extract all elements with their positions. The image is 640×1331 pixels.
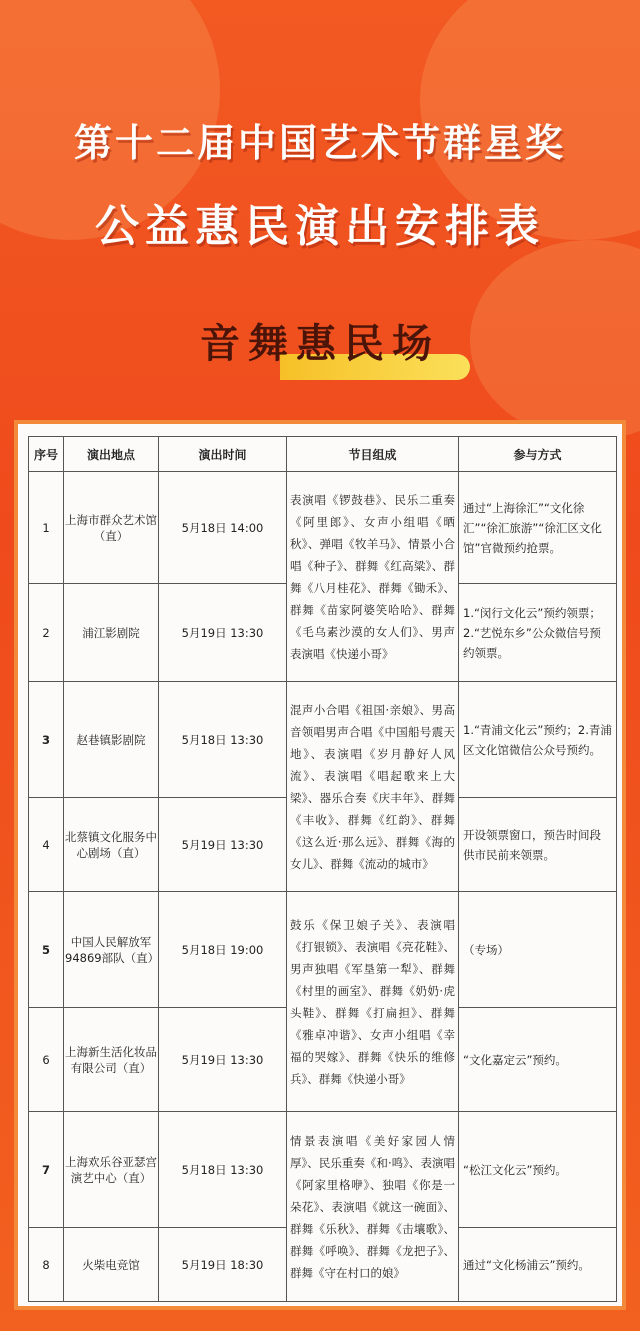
row-time: 5月19日 13:30 — [159, 798, 287, 892]
table-row — [29, 472, 617, 584]
row-participation: “松江文化云”预约。 — [459, 1112, 617, 1228]
row-program: 鼓乐《保卫娘子关》、表演唱《打银锁》、表演唱《亮花鞋》、男声独唱《军垦第一犁》、群舞《村里的画室》、群舞《奶奶·虎头鞋》、群舞《打扁担》、群舞《雅卓冲谐》、女声小组唱《幸福的哭嫁》、群舞《快乐的维修兵》、群舞《快递小哥》 — [287, 892, 459, 1112]
row-venue: 赵巷镇影剧院 — [64, 682, 159, 798]
row-participation: 通过“文化杨浦云”预约。 — [459, 1228, 617, 1302]
row-venue: 上海市群众艺术馆（直） — [64, 472, 159, 584]
header-venue: 演出地点 — [64, 437, 159, 472]
row-participation: 通过“上海徐汇”“文化徐汇”“徐汇旅游”“徐汇区文化馆”官微预约抢票。 — [459, 472, 617, 584]
row-time: 5月18日 13:30 — [159, 682, 287, 798]
row-no: 6 — [29, 1008, 64, 1112]
row-no: 4 — [29, 798, 64, 892]
row-participation: 1.“青浦文化云”预约；2.青浦区文化馆微信公众号预约。 — [459, 682, 617, 798]
header-no: 序号 — [29, 437, 64, 472]
row-participation: 开设领票窗口，预告时间段供市民前来领票。 — [459, 798, 617, 892]
row-venue: 浦江影剧院 — [64, 584, 159, 682]
schedule-card — [14, 420, 626, 1310]
row-venue: 上海新生活化妆品有限公司（直） — [64, 1008, 159, 1112]
row-venue: 中国人民解放军94869部队（直） — [64, 892, 159, 1008]
subtitle: 音舞惠民场 — [200, 321, 440, 367]
header-participation: 参与方式 — [459, 437, 617, 472]
row-time: 5月19日 13:30 — [159, 584, 287, 682]
row-participation: （专场） — [459, 892, 617, 1008]
row-venue: 火柴电竞馆 — [64, 1228, 159, 1302]
row-time: 5月18日 19:00 — [159, 892, 287, 1008]
table-row — [29, 892, 617, 1008]
table-row — [29, 682, 617, 798]
page-title: 第十二届中国艺术节群星奖 — [73, 121, 566, 165]
row-time: 5月18日 14:00 — [159, 472, 287, 584]
row-program: 混声小合唱《祖国·亲娘》、男高音领唱男声合唱《中国船号震天地》、表演唱《岁月静好人风流》、表演唱《唱起歌来上大梁》、器乐合奏《庆丰年》、群舞《丰收》、群舞《红韵》、群舞《这么近·那么远》、群舞《海的女儿》、群舞《流动的城市》 — [287, 682, 459, 892]
row-no: 5 — [29, 892, 64, 1008]
row-program: 表演唱《锣鼓巷》、民乐二重奏《阿里郎》、女声小组唱《晒秋》、弹唱《牧羊马》、情景小合唱《种子》、群舞《红高粱》、群舞《八月桂花》、群舞《锄禾》、群舞《苗家阿婆笑哈哈》、群舞《毛乌素沙漠的女人们》、男声表演唱《快递小哥》 — [287, 472, 459, 682]
row-no: 2 — [29, 584, 64, 682]
row-venue: 上海欢乐谷亚瑟宫演艺中心（直） — [64, 1112, 159, 1228]
header-program: 节目组成 — [287, 437, 459, 472]
row-time: 5月19日 13:30 — [159, 1008, 287, 1112]
row-participation: 1.“闵行文化云”预约领票；2.“艺悦东乡”公众微信号预约领票。 — [459, 584, 617, 682]
header-time: 演出时间 — [159, 437, 287, 472]
row-participation: “文化嘉定云”预约。 — [459, 1008, 617, 1112]
page-title-line2: 公益惠民演出安排表 — [95, 201, 545, 252]
table-header-row — [29, 437, 617, 472]
row-no: 8 — [29, 1228, 64, 1302]
row-program: 情景表演唱《美好家园人情厚》、民乐重奏《和·鸣》、表演唱《阿家里格咿》、独唱《你是一朵花》、表演唱《就这一碗面》、群舞《乐秋》、群舞《击壤歌》、群舞《呼唤》、群舞《龙把子》、群舞《守在村口的娘》 — [287, 1112, 459, 1302]
schedule-table — [28, 436, 617, 1302]
row-no: 7 — [29, 1112, 64, 1228]
row-time: 5月19日 18:30 — [159, 1228, 287, 1302]
row-time: 5月18日 13:30 — [159, 1112, 287, 1228]
table-row — [29, 1112, 617, 1228]
row-no: 1 — [29, 472, 64, 584]
decor-shape — [470, 240, 640, 440]
row-no: 3 — [29, 682, 64, 798]
row-venue: 北蔡镇文化服务中心剧场（直） — [64, 798, 159, 892]
